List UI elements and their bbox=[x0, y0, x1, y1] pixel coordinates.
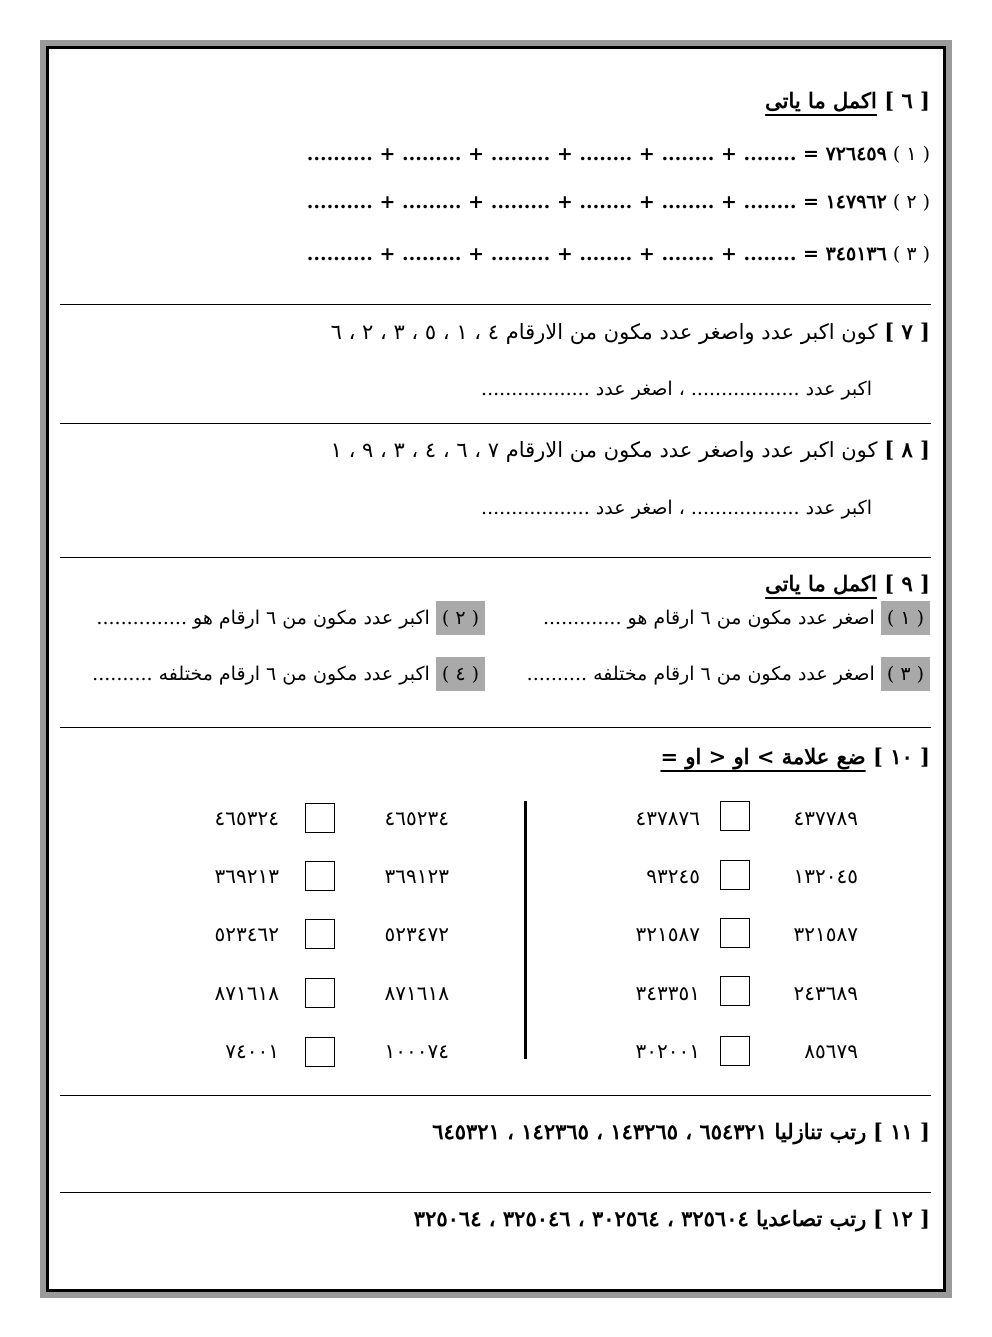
q9-item-1 bbox=[543, 607, 930, 629]
right-number-b: ٣٤٣٣٥١ bbox=[635, 981, 700, 1005]
q9-item-3 bbox=[527, 663, 930, 685]
q6-row-1-text: ٧٢٦٤٥٩ = ........ + ........ + ........ + ......... + ......... + .......... bbox=[306, 143, 887, 165]
q9-title: اكمل ما ياتى bbox=[765, 571, 877, 596]
right-number-b: ٣٢١٥٨٧ bbox=[635, 922, 700, 946]
left-number-b: ٥٢٣٤٦٢ bbox=[214, 922, 279, 946]
right-number-b: ٩٣٢٤٥ bbox=[646, 864, 700, 888]
q9-item-2-text: اكبر عدد مكون من ٦ ارقام هو ............... bbox=[96, 607, 430, 629]
compare-box[interactable] bbox=[720, 976, 750, 1006]
q6-row-1 bbox=[307, 143, 930, 165]
right-number-b: ٣٠٢٠٠١ bbox=[635, 1039, 700, 1063]
q9-item-4 bbox=[92, 663, 485, 685]
q6-row-3-text: ٣٤٥١٣٦ = ........ + ........ + ........ + ......... + ......... + .......... bbox=[306, 243, 887, 265]
q8-answer-line: اكبر عدد .................. ، اصغر عدد .................. bbox=[481, 497, 872, 519]
q9-item-2 bbox=[96, 607, 485, 629]
compare-box[interactable] bbox=[305, 919, 335, 949]
q6-row-2 bbox=[307, 191, 930, 213]
q9-item-3-label: ( ٣ ) bbox=[881, 657, 930, 691]
right-number-a: ٤٣٧٧٨٩ bbox=[793, 806, 858, 830]
q10-heading bbox=[660, 744, 930, 769]
compare-box[interactable] bbox=[305, 1037, 335, 1067]
compare-box[interactable] bbox=[720, 860, 750, 890]
q9-item-1-text: اصغر عدد مكون من ٦ ارقام هو ............. bbox=[542, 607, 875, 629]
left-number-b: ٧٤٠٠١ bbox=[225, 1039, 279, 1063]
right-number-a: ٢٤٣٦٨٩ bbox=[793, 981, 858, 1005]
q9-number: [ ٩ ] bbox=[884, 571, 930, 596]
q9-heading bbox=[765, 571, 930, 596]
left-number-b: ٤٦٥٣٢٤ bbox=[214, 806, 279, 830]
q7-answer-line: اكبر عدد .................. ، اصغر عدد .................. bbox=[481, 378, 872, 400]
q7-text: كون اكبر عدد واصغر عدد مكون من الارقام ٤ ، ١ ، ٥ ، ٣ ، ٢ ، ٦ bbox=[330, 320, 878, 344]
q8-question bbox=[331, 437, 930, 462]
q9-item-1-label: ( ١ ) bbox=[881, 601, 930, 635]
q6-row-3 bbox=[307, 243, 930, 265]
left-number-b: ٣٦٩٢١٣ bbox=[214, 864, 279, 888]
q7-question bbox=[331, 319, 930, 344]
q11-text: رتب تنازليا ٦٥٤٣٢١ ، ١٤٣٢٦٥ ، ١٤٢٣٦٥ ، ٦٤٥٣٢١ bbox=[432, 1119, 867, 1144]
divider bbox=[60, 1192, 931, 1193]
divider bbox=[60, 304, 931, 305]
left-number-a: ٣٦٩١٢٣ bbox=[384, 864, 449, 888]
q6-heading bbox=[765, 88, 930, 113]
left-number-a: ٤٦٥٢٣٤ bbox=[384, 806, 449, 830]
compare-box[interactable] bbox=[720, 1036, 750, 1066]
compare-box[interactable] bbox=[305, 978, 335, 1008]
q6-title: اكمل ما ياتى bbox=[765, 88, 877, 113]
q12-question bbox=[414, 1206, 930, 1231]
compare-box[interactable] bbox=[305, 803, 335, 833]
divider bbox=[60, 1095, 931, 1096]
q8-number: [ ٨ ] bbox=[884, 437, 930, 462]
divider bbox=[60, 727, 931, 728]
q9-item-4-text: اكبر عدد مكون من ٦ ارقام مختلفه .......... bbox=[92, 663, 430, 685]
q7-number: [ ٧ ] bbox=[884, 319, 930, 344]
q9-item-3-text: اصغر عدد مكون من ٦ ارقام مختلفه .......... bbox=[526, 663, 875, 685]
q8-text: كون اكبر عدد واصغر عدد مكون من الارقام ٧ ، ٦ ، ٤ ، ٣ ، ٩ ، ١ bbox=[330, 438, 878, 462]
q12-number: [ ١٢ ] bbox=[872, 1206, 930, 1231]
right-number-a: ١٣٢٠٤٥ bbox=[793, 864, 858, 888]
right-number-b: ٤٣٧٨٧٦ bbox=[635, 806, 700, 830]
q6-row-2-label: ( ٢ ) bbox=[892, 191, 930, 213]
compare-box[interactable] bbox=[720, 918, 750, 948]
left-number-a: ١٠٠٠٧٤ bbox=[384, 1039, 449, 1063]
q6-row-2-text: ١٤٧٩٦٢ = ........ + ........ + ........ + ......... + ......... + .......... bbox=[306, 191, 887, 213]
column-divider bbox=[524, 801, 527, 1059]
q9-item-4-label: ( ٤ ) bbox=[436, 657, 485, 691]
right-number-a: ٣٢١٥٨٧ bbox=[793, 922, 858, 946]
left-number-b: ٨٧١٦١٨ bbox=[214, 981, 279, 1005]
q11-question bbox=[432, 1119, 930, 1144]
left-number-a: ٥٢٣٤٧٢ bbox=[384, 922, 449, 946]
q10-title: ضع علامة > او < او = bbox=[660, 744, 866, 769]
q10-number: [ ١٠ ] bbox=[872, 744, 930, 769]
q11-number: [ ١١ ] bbox=[872, 1119, 930, 1144]
q6-number: [ ٦ ] bbox=[884, 88, 930, 113]
compare-box[interactable] bbox=[305, 861, 335, 891]
divider bbox=[60, 557, 931, 558]
q9-item-2-label: ( ٢ ) bbox=[436, 601, 485, 635]
q12-text: رتب تصاعديا ٣٢٥٦٠٤ ، ٣٠٢٥٦٤ ، ٣٢٥٠٤٦ ، ٣٢٥٠٦٤ bbox=[413, 1206, 867, 1231]
right-number-a: ٨٥٦٧٩ bbox=[804, 1039, 858, 1063]
divider bbox=[60, 423, 931, 424]
left-number-a: ٨٧١٦١٨ bbox=[384, 981, 449, 1005]
q6-row-3-label: ( ٣ ) bbox=[892, 243, 930, 265]
compare-box[interactable] bbox=[720, 801, 750, 831]
q6-row-1-label: ( ١ ) bbox=[892, 143, 930, 165]
